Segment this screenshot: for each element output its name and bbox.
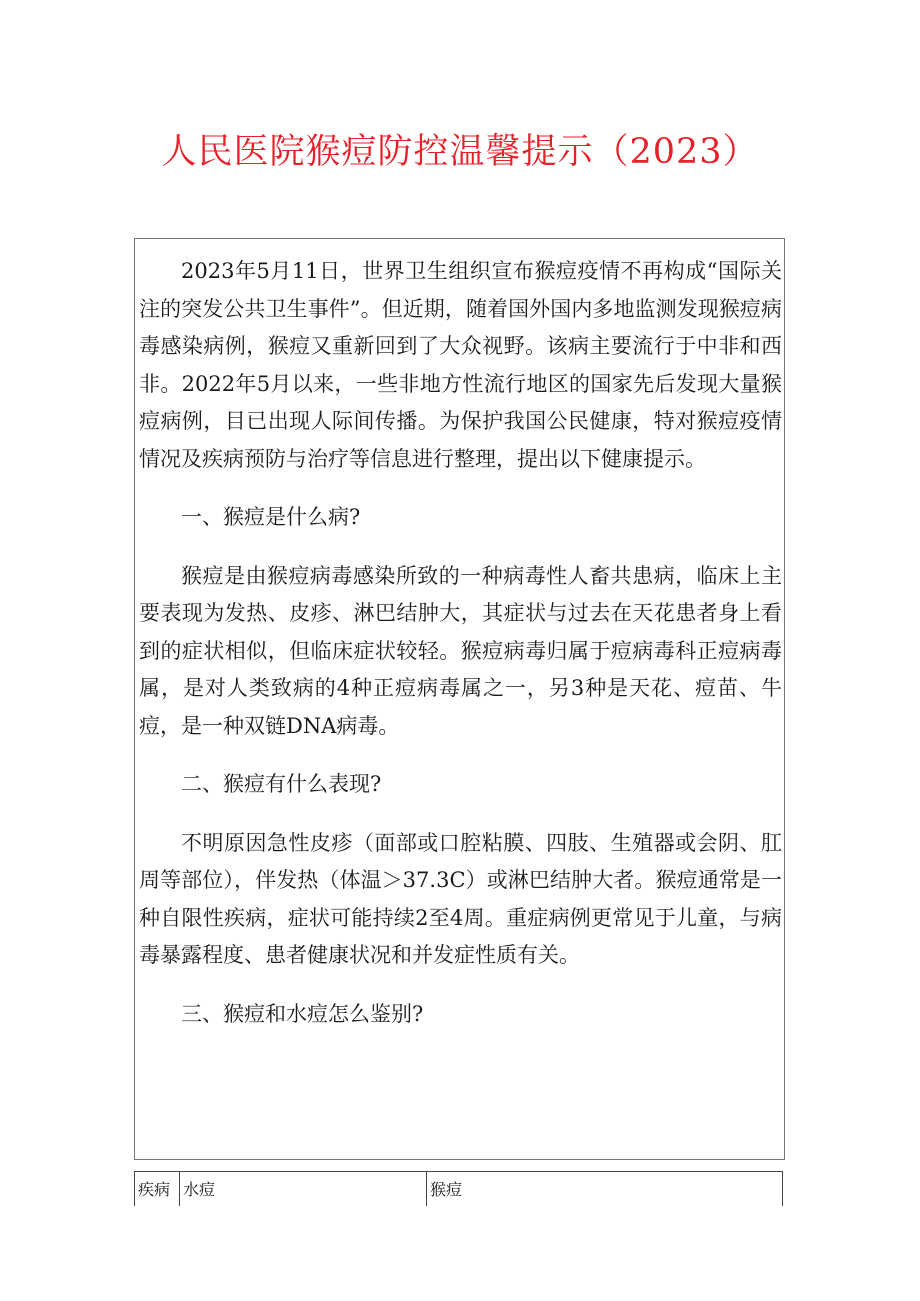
- spacer: [139, 745, 782, 766]
- table-header-row: [135, 1172, 783, 1207]
- intro-paragraph: 2023年5月11日，世界卫生组织宣布猴痘疫情不再构成“国际关注的突发公共卫生事件”。但近期，随着国外国内多地监测发现猴痘病毒感染病例，猴痘又重新回到了大众视野。该病主要流行于中非和西非。2022年5月以来，一些非地方性流行地区的国家先后发现大量猴痘病例，目已出现人际间传播。为保护我国公民健康，特对猴痘疫情情况及疾病预防与治疗等信息进行整理，提出以下健康提示。: [139, 259, 782, 471]
- content-box: [134, 238, 785, 1160]
- header-cell-chickenpox: 水痘: [180, 1172, 427, 1207]
- spacer: [139, 537, 782, 558]
- section-heading-what-is: 一、猴痘是什么病?: [181, 505, 361, 529]
- header-cell-disease: 疾病: [135, 1172, 180, 1207]
- spacer: [139, 478, 782, 499]
- content-body: [139, 253, 782, 1033]
- header-cell-monkeypox: 猴痘: [427, 1172, 783, 1207]
- section-heading-symptoms: 二、猴痘有什么表现?: [181, 772, 382, 796]
- section-body-what-is: 猴痘是由猴痘病毒感染所致的一种病毒性人畜共患病，临床上主要表现为发热、皮疹、淋巴结肿大，其症状与过去在天花患者身上看到的症状相似，但临床症状较轻。猴痘病毒归属于痘病毒科正痘病毒属，是对人类致病的4种正痘病毒属之一，另3种是天花、痘苗、牛痘，是一种双链DNA病毒。: [139, 563, 782, 738]
- document-title: 人民医院猴痘防控温馨提示（2023）: [161, 132, 759, 172]
- section-body-symptoms: 不明原因急性皮疹（面部或口腔粘膜、四肢、生殖器或会阴、肛周等部位），伴发热（体温＞37.3C）或淋巴结肿大者。猴痘通常是一种自限性疾病，症状可能持续2至4周。重症病例更常见于儿童，与病毒暴露程度、患者健康状况和并发症性质有关。: [139, 830, 782, 967]
- spacer: [139, 804, 782, 825]
- spacer: [139, 975, 782, 996]
- section-heading-differentiation: 三、猴痘和水痘怎么鉴别?: [181, 1001, 424, 1026]
- comparison-table: [134, 1171, 783, 1206]
